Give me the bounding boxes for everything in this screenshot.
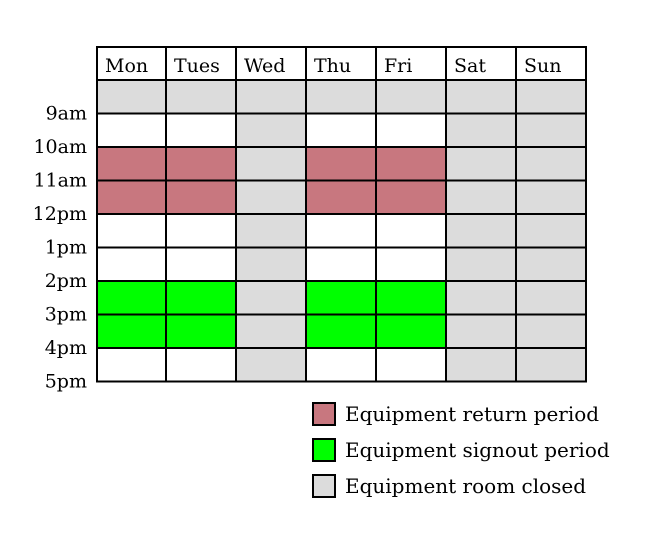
- schedule-cell-closed: [236, 348, 306, 382]
- schedule-cell-closed: [376, 80, 446, 114]
- time-axis: [33, 103, 87, 393]
- schedule-cell-closed: [236, 181, 306, 215]
- legend: [313, 402, 610, 498]
- schedule-cell-return: [97, 181, 166, 215]
- legend-swatch-return: [313, 403, 335, 425]
- schedule-cell-open: [166, 114, 236, 148]
- day-label-sun: Sun: [524, 55, 562, 77]
- schedule-cell-signout: [306, 315, 376, 349]
- schedule-cell-closed: [516, 281, 586, 315]
- time-label-4pm: 4pm: [44, 337, 87, 359]
- schedule-cell-signout: [97, 315, 166, 349]
- schedule-cell-open: [376, 248, 446, 282]
- schedule-cell-closed: [446, 214, 516, 248]
- schedule-cell-signout: [97, 281, 166, 315]
- day-label-wed: Wed: [244, 55, 286, 77]
- day-label-sat: Sat: [454, 55, 486, 77]
- schedule-cell-closed: [236, 315, 306, 349]
- day-label-thu: Thu: [314, 55, 352, 77]
- schedule-cell-closed: [236, 147, 306, 181]
- schedule-cell-open: [97, 248, 166, 282]
- schedule-cell-return: [376, 147, 446, 181]
- day-header-row: [97, 47, 586, 80]
- legend-label-signout: Equipment signout period: [345, 438, 610, 462]
- schedule-cell-open: [376, 348, 446, 382]
- schedule-cell-closed: [446, 248, 516, 282]
- schedule-cell-return: [97, 147, 166, 181]
- time-label-2pm: 2pm: [44, 270, 87, 292]
- legend-swatch-signout: [313, 439, 335, 461]
- time-label-10am: 10am: [33, 136, 87, 158]
- time-label-11am: 11am: [33, 169, 87, 192]
- schedule-cell-open: [376, 114, 446, 148]
- schedule-cell-open: [97, 348, 166, 382]
- schedule-cell-closed: [516, 214, 586, 248]
- schedule-cell-open: [306, 114, 376, 148]
- schedule-cell-closed: [516, 147, 586, 181]
- schedule-cell-closed: [236, 114, 306, 148]
- schedule-cell-closed: [516, 315, 586, 349]
- schedule-cell-return: [166, 181, 236, 215]
- schedule-cell-closed: [446, 181, 516, 215]
- schedule-cell-closed: [236, 214, 306, 248]
- schedule-cell-closed: [516, 248, 586, 282]
- schedule-cell-return: [306, 147, 376, 181]
- schedule-cell-closed: [166, 80, 236, 114]
- schedule-cell-closed: [446, 114, 516, 148]
- schedule-cell-open: [97, 114, 166, 148]
- schedule-cell-closed: [516, 80, 586, 114]
- schedule-cell-signout: [306, 281, 376, 315]
- schedule-cell-closed: [446, 281, 516, 315]
- schedule-cell-open: [166, 214, 236, 248]
- schedule-cell-closed: [446, 348, 516, 382]
- time-label-1pm: 1pm: [44, 236, 87, 259]
- day-label-fri: Fri: [384, 55, 413, 77]
- legend-label-return: Equipment return period: [345, 402, 600, 426]
- schedule-cell-closed: [446, 147, 516, 181]
- legend-swatch-closed: [313, 475, 335, 497]
- day-label-tues: Tues: [174, 55, 220, 77]
- schedule-cell-closed: [516, 181, 586, 215]
- schedule-cell-closed: [97, 80, 166, 114]
- schedule-cell-closed: [236, 80, 306, 114]
- time-label-9am: 9am: [45, 102, 87, 125]
- time-label-12pm: 12pm: [32, 203, 87, 225]
- schedule-cell-return: [166, 147, 236, 181]
- schedule-cell-closed: [446, 80, 516, 114]
- day-label-mon: Mon: [105, 55, 149, 77]
- schedule-cell-closed: [516, 348, 586, 382]
- time-label-5pm: 5pm: [44, 370, 87, 393]
- schedule-cell-return: [306, 181, 376, 215]
- schedule-cell-open: [306, 248, 376, 282]
- schedule-cell-open: [166, 348, 236, 382]
- schedule-cell-signout: [376, 281, 446, 315]
- schedule-cell-signout: [376, 315, 446, 349]
- schedule-cell-open: [166, 248, 236, 282]
- schedule-cell-signout: [166, 281, 236, 315]
- legend-label-closed: Equipment room closed: [345, 474, 587, 498]
- schedule-grid: [97, 80, 586, 382]
- schedule-cell-open: [306, 348, 376, 382]
- schedule-cell-closed: [306, 80, 376, 114]
- schedule-cell-return: [376, 181, 446, 215]
- time-label-3pm: 3pm: [44, 303, 87, 326]
- schedule-cell-closed: [516, 114, 586, 148]
- schedule-cell-signout: [166, 315, 236, 349]
- schedule-cell-open: [306, 214, 376, 248]
- schedule-cell-closed: [236, 281, 306, 315]
- schedule-cell-closed: [236, 248, 306, 282]
- schedule-cell-open: [376, 214, 446, 248]
- schedule-cell-open: [97, 214, 166, 248]
- schedule-cell-closed: [446, 315, 516, 349]
